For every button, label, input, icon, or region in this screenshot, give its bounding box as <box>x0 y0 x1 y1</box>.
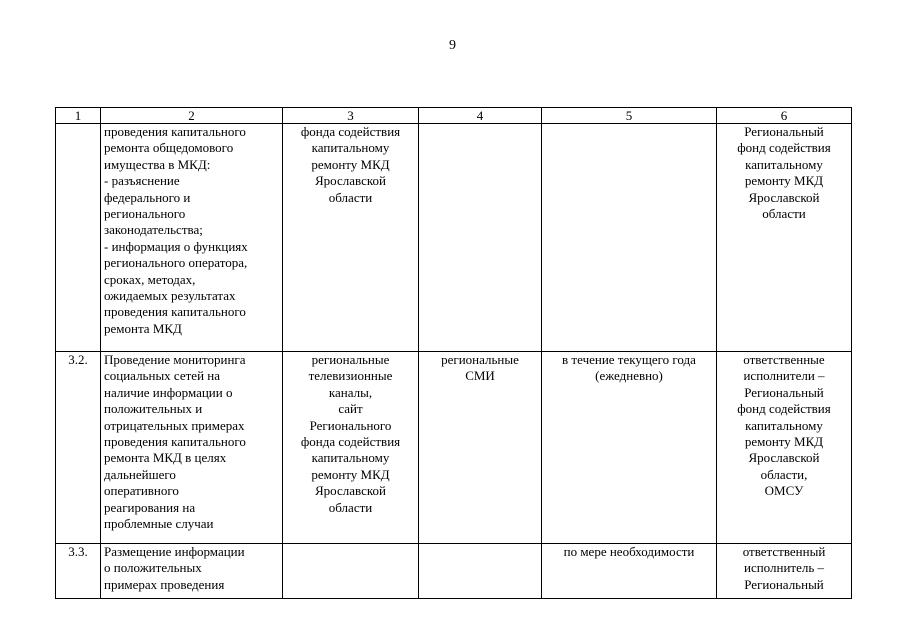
column-header-6: 6 <box>717 108 852 124</box>
column-header-4: 4 <box>419 108 542 124</box>
header-row <box>56 108 852 124</box>
information-source: фонда содействия капитальному ремонту МКД Ярославской области <box>283 124 419 352</box>
column-header-1: 1 <box>56 108 101 124</box>
column-header-3: 3 <box>283 108 419 124</box>
column-header-2: 2 <box>101 108 283 124</box>
measure-description: проведения капитального ремонта общедомового имущества в МКД: - разъяснение федерального и регионального законодательства; - информация о функциях регионального оператора, сроках, методах, ожидаемых результатах проведения капитального ремонта МКД <box>101 124 283 352</box>
media-channel <box>419 544 542 599</box>
table-row <box>56 352 852 544</box>
row-number: 3.3. <box>56 544 101 599</box>
information-source <box>283 544 419 599</box>
measure-description: Размещение информации о положительных примерах проведения <box>101 544 283 599</box>
page-number: 9 <box>449 38 456 53</box>
execution-term: по мере необходимости <box>542 544 717 599</box>
responsible-executor: Региональный фонд содействия капитальному ремонту МКД Ярославской области <box>717 124 852 352</box>
plan-table <box>55 107 852 599</box>
execution-term: в течение текущего года (ежедневно) <box>542 352 717 544</box>
measure-description: Проведение мониторинга социальных сетей на наличие информации о положительных и отрицательных примерах проведения капитального ремонта МКД в целях дальнейшего оперативного реагирования на проблемные случаи <box>101 352 283 544</box>
row-number <box>56 124 101 352</box>
column-header-5: 5 <box>542 108 717 124</box>
table-row <box>56 124 852 352</box>
information-source: региональные телевизионные каналы, сайт Регионального фонда содействия капитальному ремонту МКД Ярославской области <box>283 352 419 544</box>
responsible-executor: ответственный исполнитель – Региональный <box>717 544 852 599</box>
media-channel: региональные СМИ <box>419 352 542 544</box>
row-number: 3.2. <box>56 352 101 544</box>
execution-term <box>542 124 717 352</box>
media-channel <box>419 124 542 352</box>
table-row <box>56 544 852 599</box>
responsible-executor: ответственные исполнители – Региональный фонд содействия капитальному ремонту МКД Ярославской области, ОМСУ <box>717 352 852 544</box>
